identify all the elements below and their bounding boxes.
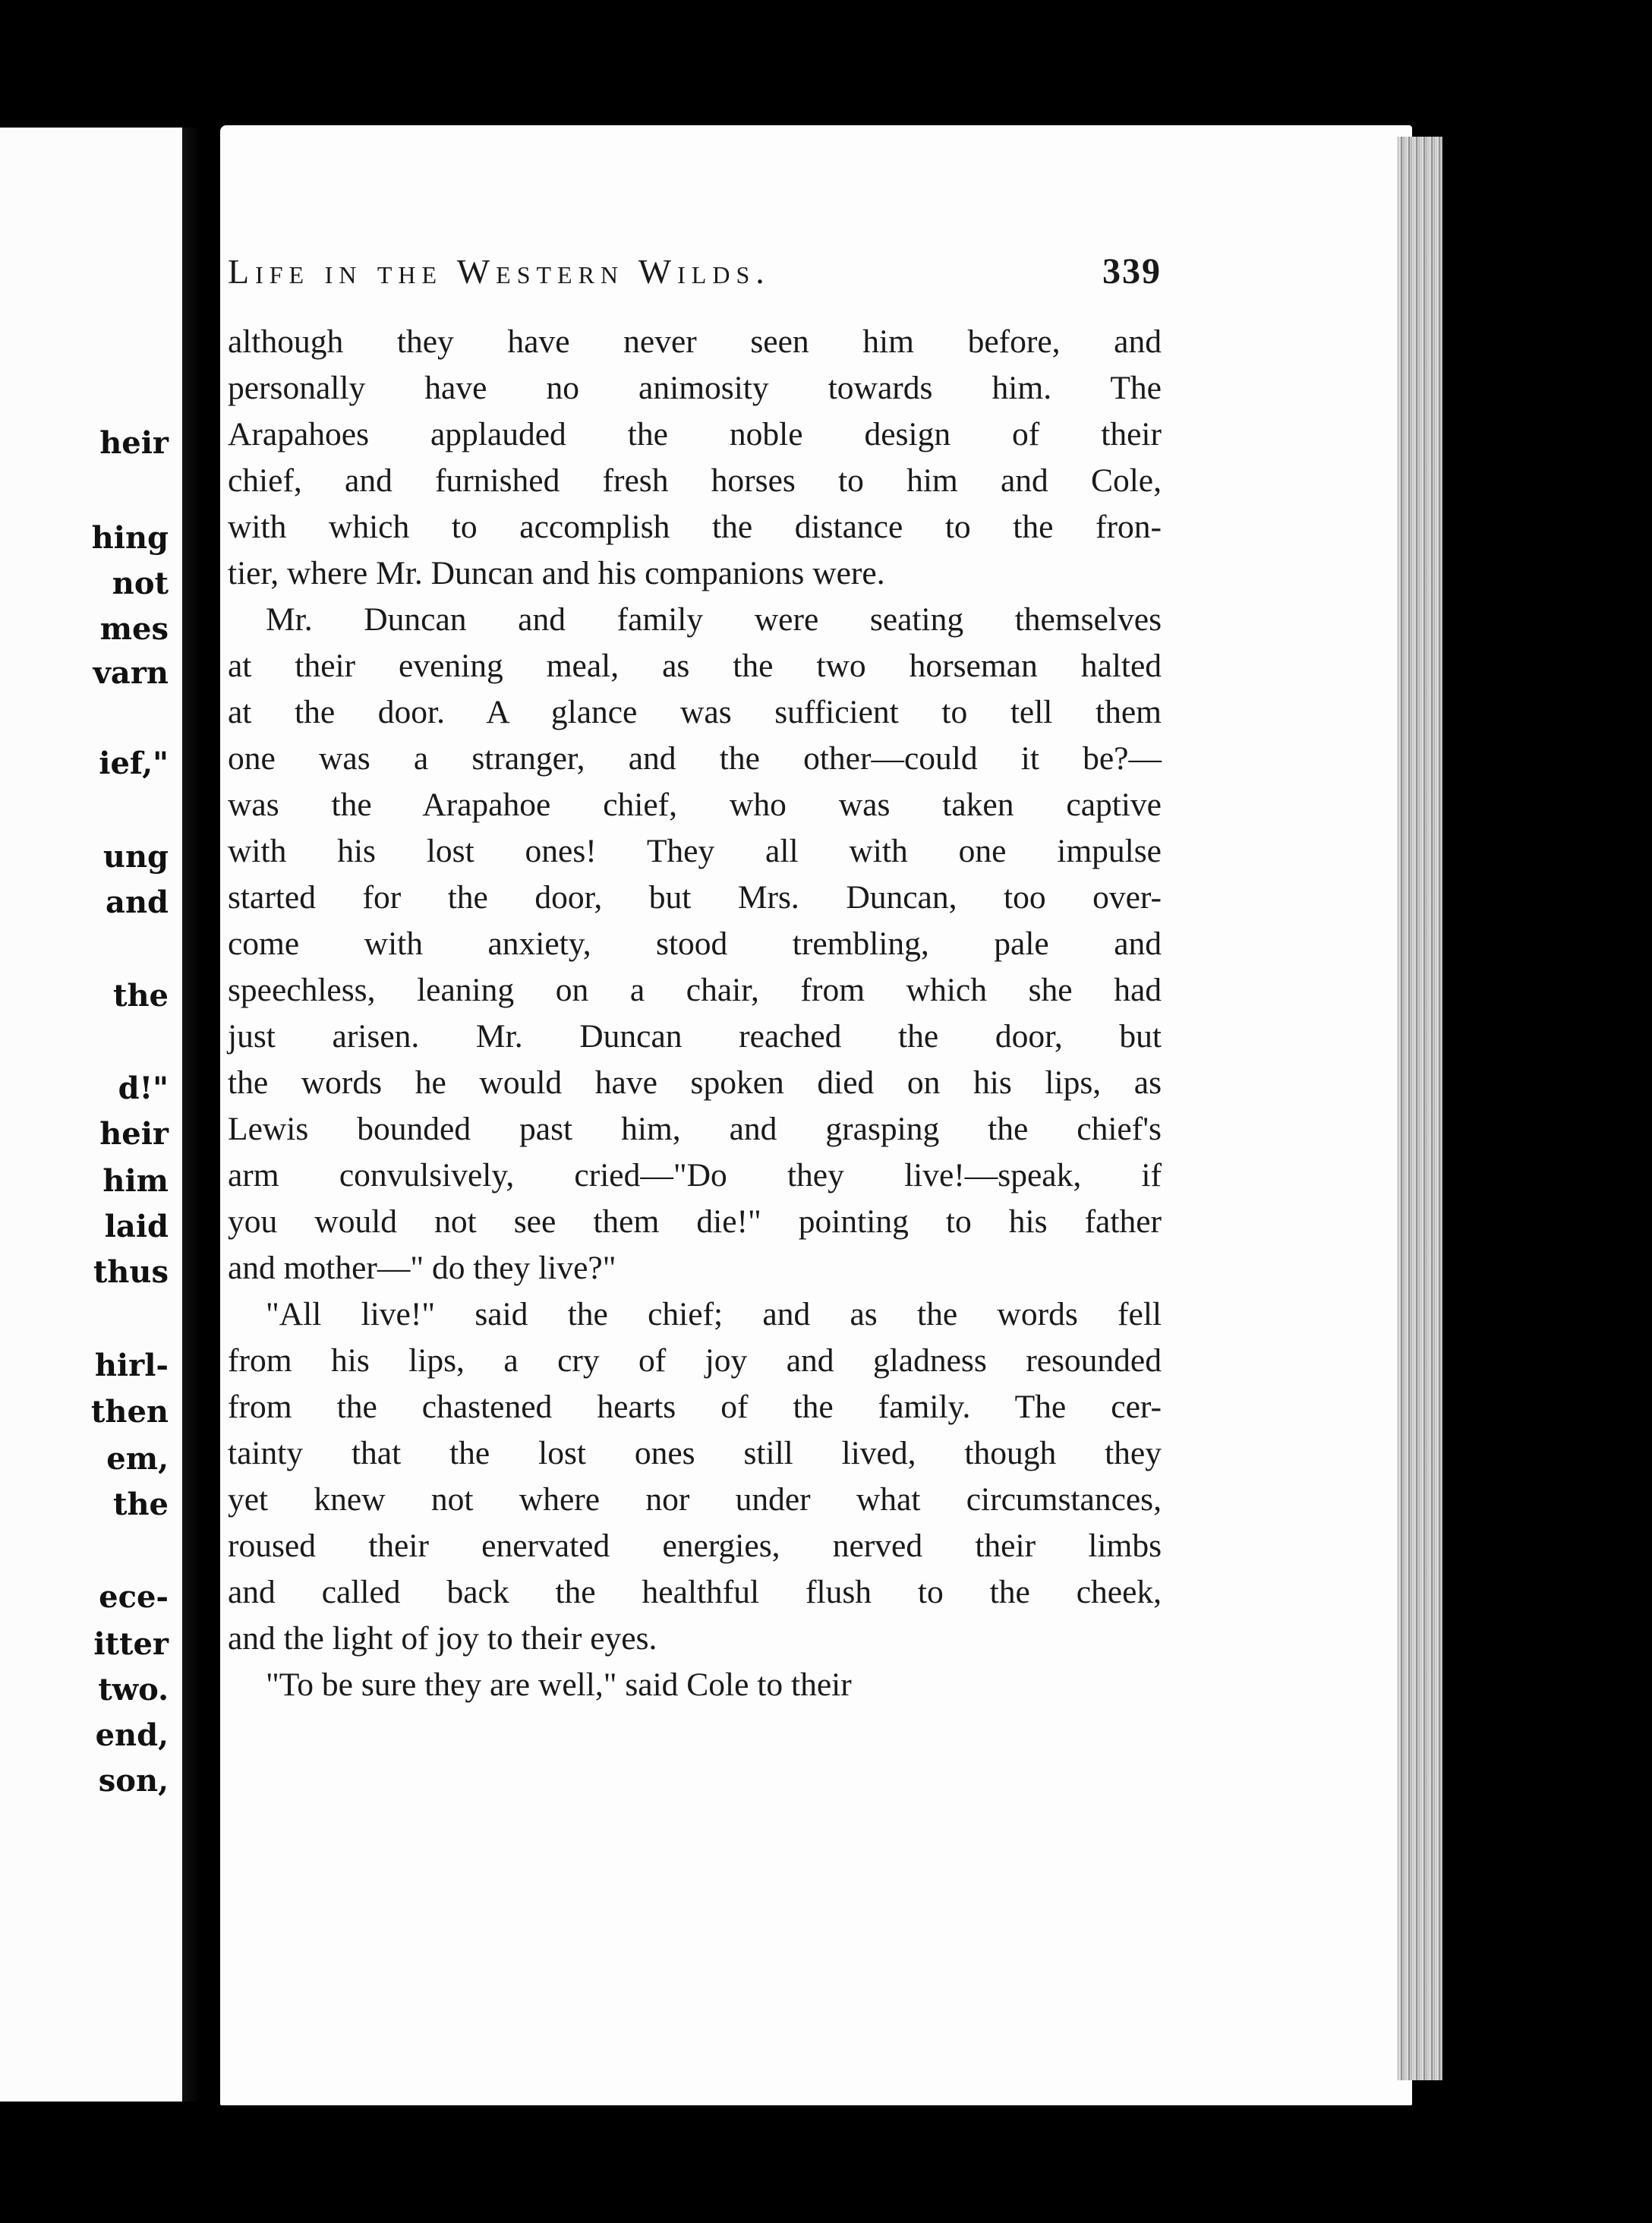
text-line: Arapahoes applauded the noble design of their — [228, 416, 1162, 452]
text-line: from the chastened hearts of the family. The cer- — [228, 1389, 1162, 1425]
text-line: the words he would have spoken died on his lips, as — [228, 1064, 1162, 1101]
text-line: from his lips, a cry of joy and gladness resounded — [228, 1342, 1162, 1379]
page-number: 339 — [1102, 251, 1162, 292]
previous-page-line-fragment: and — [106, 884, 169, 920]
previous-page-line-fragment: ece- — [99, 1579, 169, 1615]
text-line: tainty that the lost ones still lived, though they — [228, 1435, 1162, 1471]
text-line: at their evening meal, as the two horseman halted — [228, 648, 1162, 684]
text-line: speechless, leaning on a chair, from which she had — [228, 972, 1162, 1008]
text-line: personally have no animosity towards him. The — [228, 370, 1162, 406]
previous-page-line-fragment: ief," — [99, 746, 169, 781]
previous-page-line-fragment: laid — [104, 1209, 169, 1244]
previous-page-line-fragment: ung — [102, 839, 169, 875]
previous-page-line-fragment: thus — [93, 1254, 169, 1290]
previous-page-line-fragment: son, — [98, 1763, 169, 1799]
previous-page-line-fragment: two. — [98, 1672, 169, 1707]
previous-page-line-fragment: him — [102, 1163, 169, 1199]
text-line: "To be sure they are well," said Cole to their — [266, 1666, 852, 1703]
running-head: Life in the Western Wilds. — [228, 252, 771, 291]
previous-page-line-fragment: hing — [91, 520, 169, 556]
previous-page-line-fragment: d!" — [118, 1071, 169, 1106]
previous-page-line-fragment: heir — [99, 425, 169, 461]
page-edges — [1397, 137, 1442, 2080]
text-line: Mr. Duncan and family were seating themselves — [266, 601, 1162, 638]
previous-page-line-fragment: mes — [99, 611, 169, 647]
previous-page-line-fragment: the — [112, 978, 169, 1014]
text-line: roused their enervated energies, nerved their limbs — [228, 1528, 1162, 1564]
previous-page-line-fragment: end, — [95, 1717, 169, 1753]
text-line: with his lost ones! They all with one impulse — [228, 833, 1162, 869]
previous-page-line-fragment: varn — [93, 655, 169, 691]
previous-page — [0, 128, 182, 2102]
text-line: Lewis bounded past him, and grasping the chief's — [228, 1111, 1162, 1147]
text-line: and called back the healthful flush to the cheek, — [228, 1574, 1162, 1610]
previous-page-line-fragment: not — [112, 566, 169, 601]
text-line: started for the door, but Mrs. Duncan, too over- — [228, 879, 1162, 916]
text-line: "All live!" said the chief; and as the words fell — [266, 1296, 1162, 1332]
text-line: tier, where Mr. Duncan and his companions were. — [228, 555, 885, 591]
text-line: at the door. A glance was sufficient to tell them — [228, 694, 1162, 730]
text-line: one was a stranger, and the other—could it be?— — [228, 740, 1162, 777]
previous-page-line-fragment: hirl- — [94, 1348, 169, 1383]
text-line: just arisen. Mr. Duncan reached the door, but — [228, 1018, 1162, 1055]
page-body-text — [228, 319, 1162, 1708]
text-line: and mother—" do they live?" — [228, 1250, 616, 1286]
previous-page-line-fragment: then — [90, 1394, 169, 1430]
text-line: was the Arapahoe chief, who was taken captive — [228, 787, 1162, 823]
previous-page-line-fragment: itter — [93, 1626, 169, 1662]
previous-page-line-fragment: heir — [99, 1116, 169, 1152]
text-line: although they have never seen him before, and — [228, 323, 1162, 360]
page-header — [228, 251, 1162, 304]
text-line: and the light of joy to their eyes. — [228, 1620, 657, 1657]
previous-page-line-fragment: the — [112, 1487, 169, 1522]
text-line: with which to accomplish the distance to the fron- — [228, 509, 1162, 545]
text-line: chief, and furnished fresh horses to him and Cole, — [228, 462, 1162, 499]
text-line: come with anxiety, stood trembling, pale and — [228, 925, 1162, 962]
text-line: arm convulsively, cried—"Do they live!—speak, if — [228, 1157, 1162, 1193]
text-line: you would not see them die!" pointing to his father — [228, 1203, 1162, 1240]
text-line: yet knew not where nor under what circumstances, — [228, 1481, 1162, 1518]
previous-page-line-fragment: em, — [106, 1441, 169, 1477]
